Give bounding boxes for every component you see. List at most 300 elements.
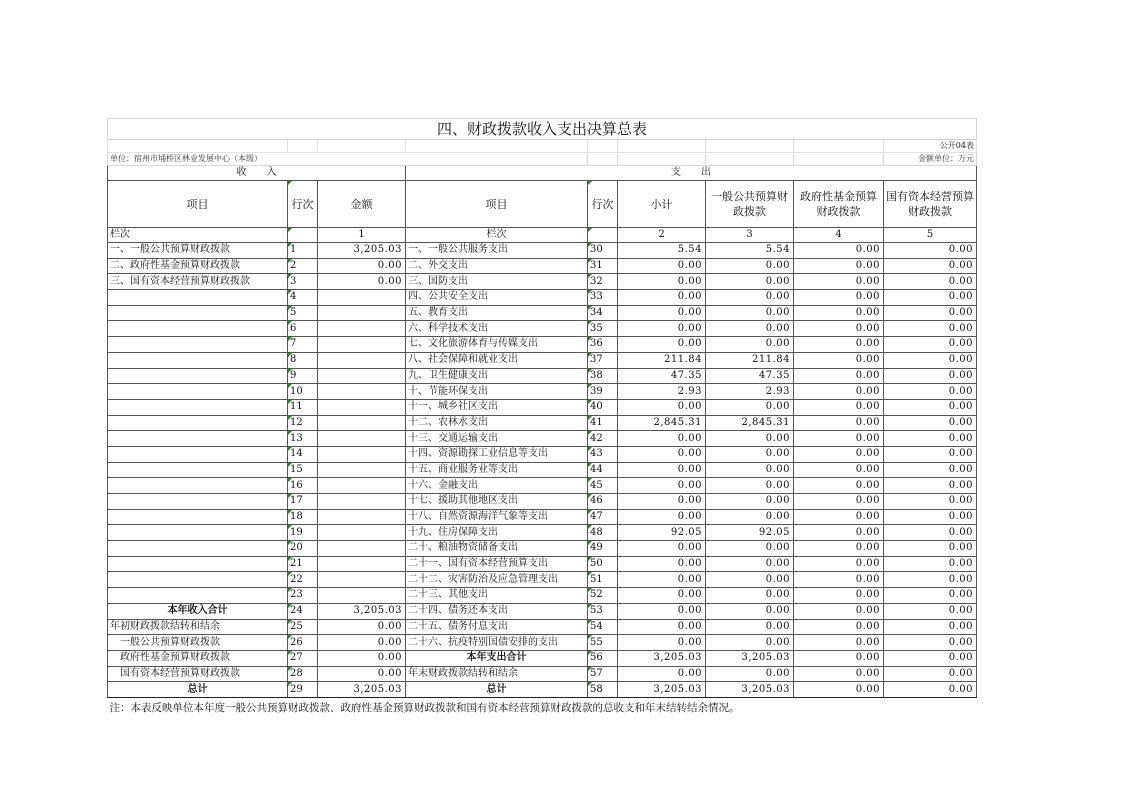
income-item	[108, 368, 288, 384]
general-budget-amount: 0.00	[706, 603, 794, 619]
subtotal-amount: 3,205.03	[618, 650, 706, 666]
subtotal-amount: 2.93	[618, 384, 706, 400]
income-line: 4	[288, 290, 318, 306]
subtotal-amount: 0.00	[618, 321, 706, 337]
subtotal-amount: 0.00	[618, 541, 706, 557]
state-capital-amount: 0.00	[884, 666, 977, 682]
income-item	[108, 321, 288, 337]
income-amount: 0.00	[318, 258, 406, 274]
expense-item-header: 项目	[406, 181, 588, 228]
expense-line: 40	[588, 399, 618, 415]
income-item	[108, 541, 288, 557]
state-capital-header: 国有资本经营预算财政拨款	[884, 181, 977, 228]
general-budget-amount: 0.00	[706, 399, 794, 415]
expense-line: 58	[588, 682, 618, 698]
income-item	[108, 462, 288, 478]
general-budget-amount: 0.00	[706, 446, 794, 462]
table-row	[108, 337, 977, 353]
income-line: 24	[288, 603, 318, 619]
income-item: 国有资本经营预算财政拨款	[108, 666, 288, 682]
expense-line: 33	[588, 290, 618, 306]
state-capital-amount: 0.00	[884, 431, 977, 447]
fund-budget-amount: 0.00	[794, 666, 884, 682]
income-amount	[318, 509, 406, 525]
expense-line: 53	[588, 603, 618, 619]
report-title: 四、财政拨款收入支出决算总表	[108, 119, 977, 140]
general-budget-amount: 5.54	[706, 243, 794, 259]
expense-line: 50	[588, 556, 618, 572]
income-amount	[318, 541, 406, 557]
subtotal-amount: 0.00	[618, 635, 706, 651]
fund-budget-amount: 0.00	[794, 619, 884, 635]
general-budget-amount: 0.00	[706, 588, 794, 604]
expense-section-header: 支 出	[406, 166, 977, 181]
income-amount	[318, 494, 406, 510]
state-capital-amount: 0.00	[884, 588, 977, 604]
subtotal-amount: 0.00	[618, 572, 706, 588]
income-amount: 3,205.03	[318, 682, 406, 698]
income-amount	[318, 525, 406, 541]
income-line: 6	[288, 321, 318, 337]
table-row	[108, 478, 977, 494]
fund-budget-amount: 0.00	[794, 431, 884, 447]
state-capital-amount: 0.00	[884, 352, 977, 368]
fund-budget-amount: 0.00	[794, 525, 884, 541]
expense-item: 八、社会保障和就业支出	[406, 352, 588, 368]
fund-budget-amount: 0.00	[794, 603, 884, 619]
income-amount: 3,205.03	[318, 603, 406, 619]
table-row	[108, 368, 977, 384]
general-budget-amount: 0.00	[706, 509, 794, 525]
subtotal-amount: 92.05	[618, 525, 706, 541]
state-capital-amount: 0.00	[884, 399, 977, 415]
general-budget-amount: 0.00	[706, 556, 794, 572]
fund-budget-header: 政府性基金预算财政拨款	[794, 181, 884, 228]
expense-item: 二十二、灾害防治及应急管理支出	[406, 572, 588, 588]
table-row	[108, 399, 977, 415]
income-item	[108, 431, 288, 447]
expense-line: 46	[588, 494, 618, 510]
expense-line: 44	[588, 462, 618, 478]
income-line: 16	[288, 478, 318, 494]
fund-budget-amount: 0.00	[794, 446, 884, 462]
subtotal-amount: 0.00	[618, 666, 706, 682]
income-item	[108, 478, 288, 494]
state-capital-amount: 0.00	[884, 274, 977, 290]
subtotal-amount: 0.00	[618, 509, 706, 525]
general-budget-amount: 0.00	[706, 321, 794, 337]
expense-item: 二十三、其他支出	[406, 588, 588, 604]
income-line: 14	[288, 446, 318, 462]
income-line: 13	[288, 431, 318, 447]
income-item	[108, 337, 288, 353]
expense-line: 41	[588, 415, 618, 431]
state-capital-amount: 0.00	[884, 337, 977, 353]
column-index-3: 3	[706, 228, 794, 243]
income-amount	[318, 462, 406, 478]
expense-line: 34	[588, 305, 618, 321]
state-capital-amount: 0.00	[884, 509, 977, 525]
income-item: 总计	[108, 682, 288, 698]
income-line: 9	[288, 368, 318, 384]
table-row	[108, 243, 977, 259]
expense-line: 36	[588, 337, 618, 353]
subtotal-amount: 0.00	[618, 619, 706, 635]
currency-label: 金额单位：万元	[884, 153, 977, 166]
subtotal-amount: 0.00	[618, 305, 706, 321]
subtotal-amount: 0.00	[618, 556, 706, 572]
income-amount: 3,205.03	[318, 243, 406, 259]
income-amount	[318, 290, 406, 306]
expense-item: 十五、商业服务业等支出	[406, 462, 588, 478]
table-row	[108, 588, 977, 604]
income-item	[108, 446, 288, 462]
fund-budget-amount: 0.00	[794, 290, 884, 306]
income-section-header: 收 入	[108, 166, 406, 181]
table-row	[108, 274, 977, 290]
subtotal-amount: 0.00	[618, 462, 706, 478]
fund-budget-amount: 0.00	[794, 478, 884, 494]
state-capital-amount: 0.00	[884, 682, 977, 698]
table-row	[108, 415, 977, 431]
income-amount	[318, 368, 406, 384]
general-budget-amount: 0.00	[706, 290, 794, 306]
income-amount	[318, 556, 406, 572]
expense-item: 二十、粮油物资储备支出	[406, 541, 588, 557]
income-item: 政府性基金预算财政拨款	[108, 650, 288, 666]
expense-item: 十四、资源勘探工业信息等支出	[406, 446, 588, 462]
subtotal-amount: 0.00	[618, 494, 706, 510]
state-capital-amount: 0.00	[884, 603, 977, 619]
fund-budget-amount: 0.00	[794, 305, 884, 321]
income-item: 三、国有资本经营预算财政拨款	[108, 274, 288, 290]
fund-budget-amount: 0.00	[794, 321, 884, 337]
income-amount	[318, 431, 406, 447]
expense-item: 二十四、债务还本支出	[406, 603, 588, 619]
expense-item: 二、外交支出	[406, 258, 588, 274]
state-capital-amount: 0.00	[884, 305, 977, 321]
table-row	[108, 305, 977, 321]
expense-item: 五、教育支出	[406, 305, 588, 321]
state-capital-amount: 0.00	[884, 525, 977, 541]
fund-budget-amount: 0.00	[794, 650, 884, 666]
expense-line: 47	[588, 509, 618, 525]
table-row	[108, 666, 977, 682]
general-budget-amount: 0.00	[706, 619, 794, 635]
fund-budget-amount: 0.00	[794, 274, 884, 290]
expense-item: 三、国防支出	[406, 274, 588, 290]
income-amount: 0.00	[318, 619, 406, 635]
state-capital-amount: 0.00	[884, 478, 977, 494]
general-budget-amount: 0.00	[706, 337, 794, 353]
income-item: 一、一般公共预算财政拨款	[108, 243, 288, 259]
state-capital-amount: 0.00	[884, 258, 977, 274]
fund-budget-amount: 0.00	[794, 384, 884, 400]
income-line: 26	[288, 635, 318, 651]
fund-budget-amount: 0.00	[794, 588, 884, 604]
fund-budget-amount: 0.00	[794, 399, 884, 415]
expense-line: 42	[588, 431, 618, 447]
expense-line-header: 行次	[588, 181, 618, 228]
general-budget-amount: 2,845.31	[706, 415, 794, 431]
income-item	[108, 572, 288, 588]
expense-item: 四、公共安全支出	[406, 290, 588, 306]
general-budget-amount: 211.84	[706, 352, 794, 368]
table-row	[108, 509, 977, 525]
income-item	[108, 588, 288, 604]
expense-line: 37	[588, 352, 618, 368]
expense-line: 55	[588, 635, 618, 651]
expense-line: 56	[588, 650, 618, 666]
state-capital-amount: 0.00	[884, 243, 977, 259]
expense-line: 30	[588, 243, 618, 259]
income-line: 12	[288, 415, 318, 431]
table-row	[108, 525, 977, 541]
income-amount: 0.00	[318, 666, 406, 682]
state-capital-amount: 0.00	[884, 462, 977, 478]
expense-line: 32	[588, 274, 618, 290]
state-capital-amount: 0.00	[884, 556, 977, 572]
income-amount	[318, 321, 406, 337]
income-line: 22	[288, 572, 318, 588]
fund-budget-amount: 0.00	[794, 352, 884, 368]
table-row	[108, 682, 977, 698]
subtotal-amount: 0.00	[618, 431, 706, 447]
footnote: 注：本表反映单位本年度一般公共预算财政拨款、政府性基金预算财政拨款和国有资本经营预算财政拨款的总收支和年末结转结余情况。	[108, 697, 977, 718]
report-sheet	[107, 118, 976, 718]
fund-budget-amount: 0.00	[794, 243, 884, 259]
fund-budget-amount: 0.00	[794, 509, 884, 525]
income-line: 8	[288, 352, 318, 368]
general-budget-amount: 0.00	[706, 494, 794, 510]
subtotal-amount: 0.00	[618, 446, 706, 462]
column-index-label-2: 栏次	[406, 228, 588, 243]
subtotal-amount: 47.35	[618, 368, 706, 384]
column-index-1: 1	[318, 228, 406, 243]
income-line: 20	[288, 541, 318, 557]
income-item	[108, 525, 288, 541]
subtotal-amount: 0.00	[618, 478, 706, 494]
income-amount: 0.00	[318, 650, 406, 666]
income-amount	[318, 446, 406, 462]
expense-item: 二十一、国有资本经营预算支出	[406, 556, 588, 572]
table-row	[108, 352, 977, 368]
expense-item: 总计	[406, 682, 588, 698]
expense-item: 一、一般公共服务支出	[406, 243, 588, 259]
fund-budget-amount: 0.00	[794, 337, 884, 353]
income-line: 3	[288, 274, 318, 290]
income-line: 23	[288, 588, 318, 604]
table-row	[108, 541, 977, 557]
income-line-header: 行次	[288, 181, 318, 228]
table-row	[108, 384, 977, 400]
subtotal-amount: 0.00	[618, 274, 706, 290]
expense-item: 十、节能环保支出	[406, 384, 588, 400]
income-item	[108, 556, 288, 572]
table-row	[108, 572, 977, 588]
subtotal-amount: 0.00	[618, 258, 706, 274]
subtotal-amount: 0.00	[618, 290, 706, 306]
state-capital-amount: 0.00	[884, 572, 977, 588]
fund-budget-amount: 0.00	[794, 368, 884, 384]
expense-line: 54	[588, 619, 618, 635]
general-budget-amount: 0.00	[706, 431, 794, 447]
income-line: 5	[288, 305, 318, 321]
income-item: 二、政府性基金预算财政拨款	[108, 258, 288, 274]
general-budget-amount: 0.00	[706, 478, 794, 494]
expense-line: 39	[588, 384, 618, 400]
income-line: 15	[288, 462, 318, 478]
expense-line: 45	[588, 478, 618, 494]
expense-item: 六、科学技术支出	[406, 321, 588, 337]
income-amount: 0.00	[318, 635, 406, 651]
general-budget-amount: 0.00	[706, 635, 794, 651]
income-line: 19	[288, 525, 318, 541]
expense-line: 48	[588, 525, 618, 541]
income-amount	[318, 352, 406, 368]
state-capital-amount: 0.00	[884, 650, 977, 666]
expense-item: 二十六、抗疫特别国债安排的支出	[406, 635, 588, 651]
expense-item: 十九、住房保障支出	[406, 525, 588, 541]
income-item	[108, 494, 288, 510]
general-budget-amount: 2.93	[706, 384, 794, 400]
income-line: 2	[288, 258, 318, 274]
column-index-4: 4	[794, 228, 884, 243]
state-capital-amount: 0.00	[884, 415, 977, 431]
income-amount: 0.00	[318, 274, 406, 290]
income-line: 7	[288, 337, 318, 353]
subtotal-amount: 0.00	[618, 603, 706, 619]
expense-item: 九、卫生健康支出	[406, 368, 588, 384]
income-line: 25	[288, 619, 318, 635]
state-capital-amount: 0.00	[884, 368, 977, 384]
expense-line: 49	[588, 541, 618, 557]
table-row	[108, 603, 977, 619]
expense-item: 十一、城乡社区支出	[406, 399, 588, 415]
income-item	[108, 509, 288, 525]
state-capital-amount: 0.00	[884, 619, 977, 635]
table-row	[108, 258, 977, 274]
income-item: 一般公共预算财政拨款	[108, 635, 288, 651]
general-budget-amount: 0.00	[706, 258, 794, 274]
fund-budget-amount: 0.00	[794, 494, 884, 510]
fund-budget-amount: 0.00	[794, 572, 884, 588]
general-budget-amount: 0.00	[706, 541, 794, 557]
income-line: 21	[288, 556, 318, 572]
expense-line: 52	[588, 588, 618, 604]
expense-item: 十七、援助其他地区支出	[406, 494, 588, 510]
expense-line: 35	[588, 321, 618, 337]
income-item-header: 项目	[108, 181, 288, 228]
subtotal-amount: 5.54	[618, 243, 706, 259]
income-line: 10	[288, 384, 318, 400]
state-capital-amount: 0.00	[884, 290, 977, 306]
income-item: 年初财政拨款结转和结余	[108, 619, 288, 635]
income-line: 11	[288, 399, 318, 415]
expense-line: 31	[588, 258, 618, 274]
column-index-2: 2	[618, 228, 706, 243]
state-capital-amount: 0.00	[884, 321, 977, 337]
expense-line: 51	[588, 572, 618, 588]
expense-line: 57	[588, 666, 618, 682]
expense-item: 十六、金融支出	[406, 478, 588, 494]
state-capital-amount: 0.00	[884, 635, 977, 651]
form-code: 公开04表	[884, 140, 977, 153]
general-budget-amount: 0.00	[706, 666, 794, 682]
income-item: 本年收入合计	[108, 603, 288, 619]
table-row	[108, 619, 977, 635]
subtotal-amount: 0.00	[618, 399, 706, 415]
state-capital-amount: 0.00	[884, 384, 977, 400]
income-amount	[318, 572, 406, 588]
income-line: 28	[288, 666, 318, 682]
income-amount-header: 金额	[318, 181, 406, 228]
income-line: 27	[288, 650, 318, 666]
general-budget-amount: 47.35	[706, 368, 794, 384]
expense-item: 年末财政拨款结转和结余	[406, 666, 588, 682]
table-row	[108, 650, 977, 666]
subtotal-amount: 0.00	[618, 337, 706, 353]
state-capital-amount: 0.00	[884, 541, 977, 557]
table-row	[108, 431, 977, 447]
income-item	[108, 352, 288, 368]
general-budget-header: 一般公共预算财政拨款	[706, 181, 794, 228]
general-budget-amount: 3,205.03	[706, 650, 794, 666]
income-amount	[318, 478, 406, 494]
income-line: 17	[288, 494, 318, 510]
expense-item: 十三、交通运输支出	[406, 431, 588, 447]
unit-label: 单位：宿州市埇桥区林业发展中心（本级）	[108, 153, 588, 166]
income-item	[108, 399, 288, 415]
column-index-5: 5	[884, 228, 977, 243]
report-table	[107, 118, 977, 718]
subtotal-amount: 211.84	[618, 352, 706, 368]
general-budget-amount: 0.00	[706, 305, 794, 321]
fund-budget-amount: 0.00	[794, 635, 884, 651]
fund-budget-amount: 0.00	[794, 541, 884, 557]
income-line: 18	[288, 509, 318, 525]
general-budget-amount: 0.00	[706, 462, 794, 478]
income-item	[108, 305, 288, 321]
fund-budget-amount: 0.00	[794, 415, 884, 431]
table-row	[108, 556, 977, 572]
subtotal-header: 小计	[618, 181, 706, 228]
expense-item: 二十五、债务付息支出	[406, 619, 588, 635]
income-item	[108, 415, 288, 431]
table-row	[108, 290, 977, 306]
income-line: 29	[288, 682, 318, 698]
subtotal-amount: 3,205.03	[618, 682, 706, 698]
expense-item: 十二、农林水支出	[406, 415, 588, 431]
table-row	[108, 321, 977, 337]
fund-budget-amount: 0.00	[794, 462, 884, 478]
expense-item: 本年支出合计	[406, 650, 588, 666]
expense-line: 43	[588, 446, 618, 462]
fund-budget-amount: 0.00	[794, 556, 884, 572]
table-row	[108, 494, 977, 510]
state-capital-amount: 0.00	[884, 494, 977, 510]
expense-item: 七、文化旅游体育与传媒支出	[406, 337, 588, 353]
income-amount	[318, 337, 406, 353]
income-line: 1	[288, 243, 318, 259]
expense-item: 十八、自然资源海洋气象等支出	[406, 509, 588, 525]
general-budget-amount: 3,205.03	[706, 682, 794, 698]
income-item	[108, 290, 288, 306]
income-amount	[318, 399, 406, 415]
table-row	[108, 635, 977, 651]
state-capital-amount: 0.00	[884, 446, 977, 462]
general-budget-amount: 0.00	[706, 274, 794, 290]
